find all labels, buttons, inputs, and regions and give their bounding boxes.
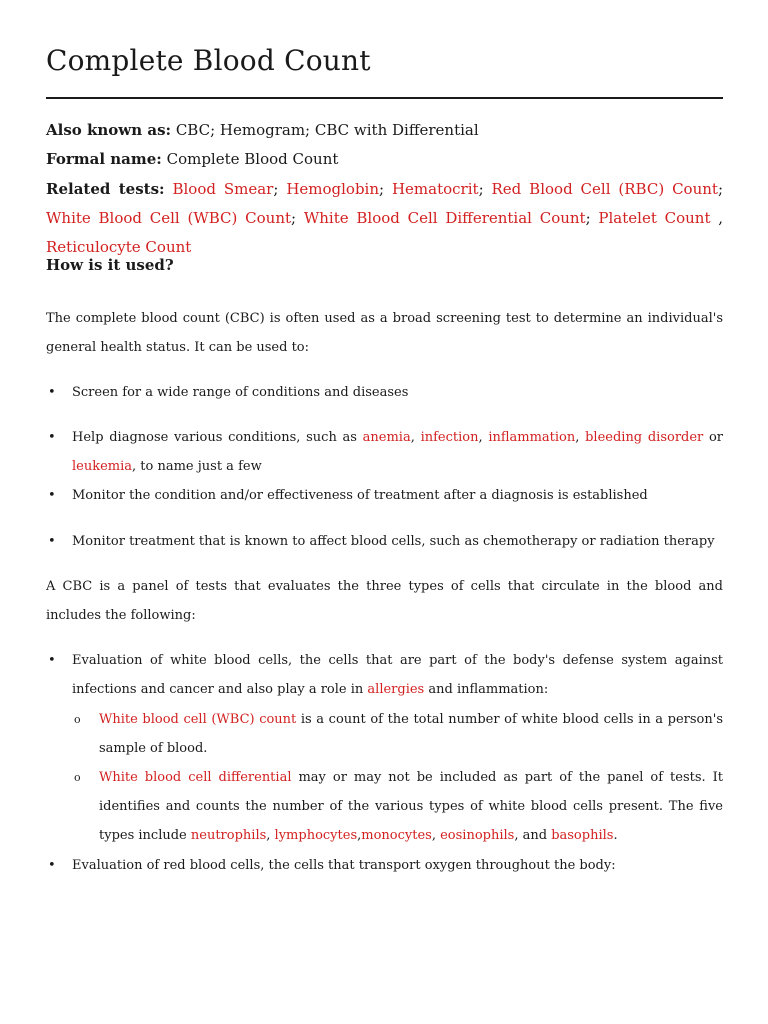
- formal-name-line: [46, 145, 723, 174]
- list-item-text: Help diagnose various conditions, such as anemia, infection, inflammation, bleeding disorder or leukemia, to name just a few: [72, 430, 724, 474]
- related-tests-line: Related tests: Blood Smear; Hemoglobin; Hematocrit; Red Blood Cell (RBC) Count; White Blood Cell (WBC) Count; White Blood Cell Differential Count; Platelet Count , Reticulocyte Count: [46, 180, 724, 256]
- list-item-text: Screen for a wide range of conditions and diseases: [72, 385, 409, 400]
- link-bleeding-disorder[interactable]: bleeding disorder: [585, 430, 704, 445]
- bullet-icon: •: [48, 534, 56, 549]
- related-link-hemoglobin[interactable]: Hemoglobin: [286, 180, 380, 198]
- related-link-rbc-count[interactable]: Red Blood Cell (RBC) Count: [491, 180, 718, 198]
- link-allergies[interactable]: allergies: [367, 682, 425, 697]
- related-link-wbc-differential[interactable]: White Blood Cell Differential Count: [303, 209, 586, 227]
- sub-list-item: [72, 705, 723, 763]
- list-item-rbc: [46, 851, 723, 880]
- related-link-blood-smear[interactable]: Blood Smear: [172, 180, 274, 198]
- list-item: [46, 481, 723, 510]
- link-basophils[interactable]: basophils: [551, 828, 614, 843]
- sub-list-item: [72, 763, 723, 850]
- bullet-icon: •: [48, 488, 56, 503]
- link-leukemia[interactable]: leukemia: [72, 459, 133, 474]
- link-anemia[interactable]: anemia: [362, 430, 411, 445]
- panel-intro-paragraph: A CBC is a panel of tests that evaluates the three types of cells that circulate in the blood and includes the following:: [46, 579, 723, 623]
- list-item: [46, 527, 723, 556]
- link-eosinophils[interactable]: eosinophils: [440, 828, 515, 843]
- bullet-icon: •: [48, 430, 56, 445]
- link-wbc-differential[interactable]: White blood cell differential: [99, 770, 292, 785]
- related-link-platelet-count[interactable]: Platelet Count: [598, 209, 711, 227]
- related-link-hematocrit[interactable]: Hematocrit: [391, 180, 479, 198]
- link-lymphocytes[interactable]: lymphocytes: [274, 828, 358, 843]
- list-item-text: Evaluation of white blood cells, the cells that are part of the body's defense system against infections and cancer and also play a role in allergies and inflammation:: [72, 653, 723, 697]
- link-inflammation[interactable]: inflammation: [488, 430, 576, 445]
- related-label: Related tests:: [46, 180, 165, 198]
- aka-value: CBC; Hemogram; CBC with Differential: [171, 121, 479, 139]
- related-link-reticulocyte-count[interactable]: Reticulocyte Count: [46, 238, 192, 256]
- formal-label: Formal name:: [46, 150, 162, 168]
- also-known-as-line: [46, 116, 723, 145]
- bullet-icon: •: [48, 653, 56, 668]
- list-item: [46, 378, 723, 407]
- related-link-wbc-count[interactable]: White Blood Cell (WBC) Count: [46, 209, 292, 227]
- list-item-text: Monitor treatment that is known to affect blood cells, such as chemotherapy or radiation therapy: [72, 534, 715, 549]
- bullet-icon: •: [48, 858, 56, 873]
- formal-value: Complete Blood Count: [161, 150, 339, 168]
- aka-label: Also known as:: [46, 121, 172, 139]
- title-divider: [46, 97, 723, 99]
- sub-list-item-text: White blood cell differential may or may not be included as part of the panel of tests. It identifies and counts the number of the various types of white blood cells present. The five types include neutrophils, lymphocytes,monocytes, eosinophils, and basophils.: [99, 770, 723, 843]
- link-neutrophils[interactable]: neutrophils: [190, 828, 267, 843]
- link-wbc-count[interactable]: White blood cell (WBC) count: [99, 712, 297, 727]
- section-heading-how-used: How is it used?: [46, 256, 174, 274]
- intro-paragraph: The complete blood count (CBC) is often used as a broad screening test to determine an individual's general health status. It can be used to:: [46, 311, 723, 355]
- sub-list-item-text: White blood cell (WBC) count is a count of the total number of white blood cells in a person's sample of blood.: [99, 712, 723, 756]
- link-infection[interactable]: infection: [420, 430, 479, 445]
- list-item-text: Monitor the condition and/or effectiveness of treatment after a diagnosis is established: [72, 488, 648, 503]
- link-monocytes[interactable]: monocytes: [361, 828, 432, 843]
- bullet-icon: •: [48, 385, 56, 400]
- circle-bullet-icon: o: [74, 713, 81, 726]
- list-item-text: Evaluation of red blood cells, the cells that transport oxygen throughout the body:: [72, 858, 616, 873]
- list-item-wbc: [46, 646, 723, 704]
- circle-bullet-icon: o: [74, 771, 81, 784]
- list-item: [46, 423, 723, 481]
- page-title: Complete Blood Count: [46, 44, 371, 77]
